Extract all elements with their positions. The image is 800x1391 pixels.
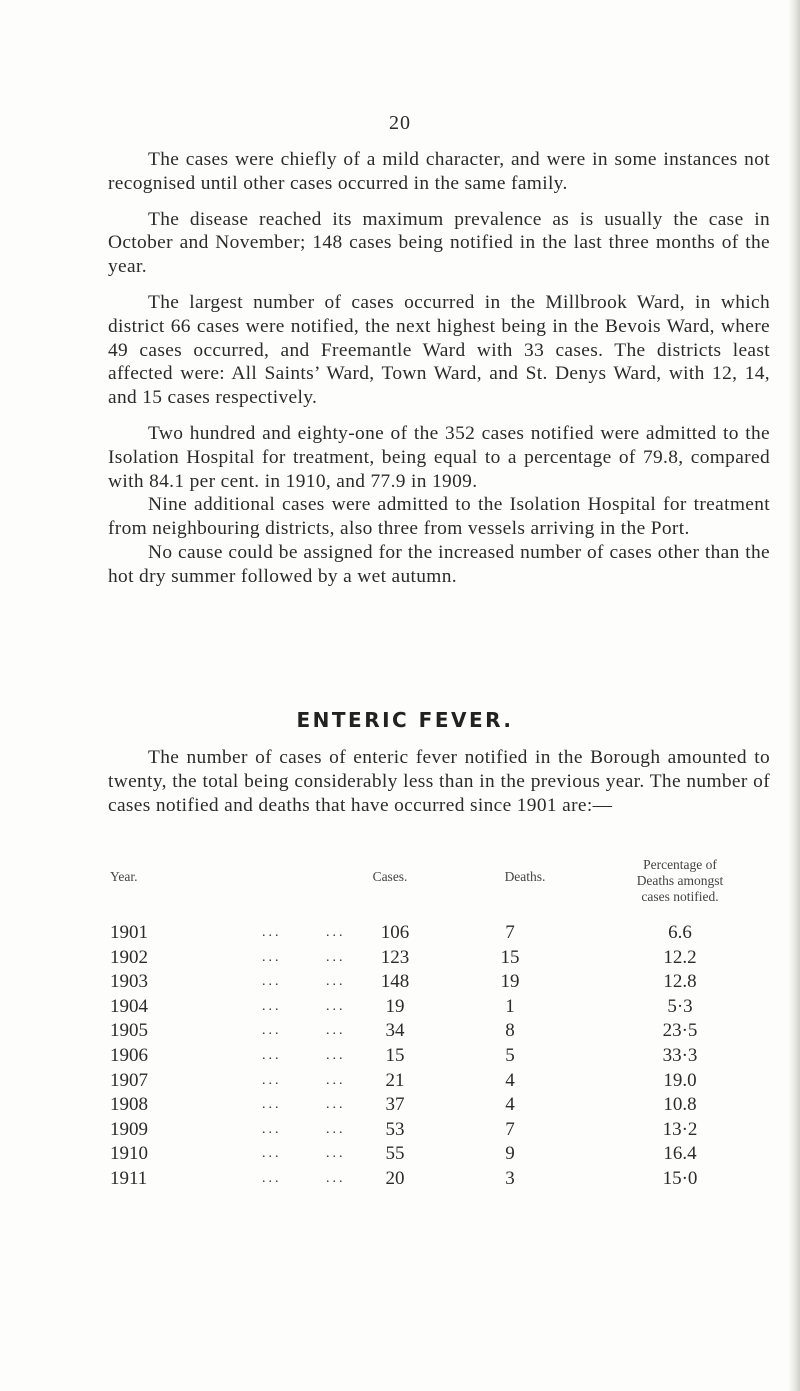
cell-deaths: 19	[500, 971, 520, 993]
cell-deaths: 4	[505, 1069, 515, 1091]
leader-dots: ...	[262, 1121, 282, 1137]
cell-deaths: 5	[505, 1044, 515, 1066]
leader-dots: ...	[262, 949, 282, 965]
cell-cases: 19	[385, 995, 405, 1017]
leader-dots: ...	[326, 949, 346, 965]
cell-deaths: 8	[505, 1020, 515, 1042]
cell-year: 1902	[110, 946, 148, 968]
cell-percentage: 12.2	[663, 946, 697, 968]
cell-deaths: 7	[505, 1118, 515, 1140]
page-edge-shadow	[788, 0, 800, 1391]
leader-dots: ...	[262, 1072, 282, 1088]
cell-percentage: 12.8	[663, 971, 697, 993]
leader-dots: ...	[262, 1047, 282, 1063]
table-row	[0, 1143, 800, 1168]
cell-year: 1908	[110, 1094, 148, 1116]
cell-percentage: 16.4	[663, 1143, 697, 1165]
leader-dots: ...	[326, 998, 346, 1014]
enteric-fever-table	[0, 922, 800, 1193]
cell-percentage: 15·0	[662, 1167, 698, 1189]
cell-year: 1911	[110, 1167, 148, 1189]
leader-dots: ...	[262, 1170, 282, 1186]
column-header-cases: Cases.	[372, 869, 408, 884]
cell-deaths: 9	[505, 1143, 515, 1165]
section-heading: ENTERIC FEVER.	[296, 708, 514, 732]
cell-year: 1904	[110, 995, 148, 1017]
leader-dots: ...	[262, 1146, 282, 1162]
cell-year: 1901	[110, 922, 148, 943]
cell-deaths: 15	[500, 946, 520, 968]
cell-cases: 37	[385, 1094, 405, 1116]
table-row	[0, 1094, 800, 1119]
paragraph: The disease reached its maximum prevalence as is usually the case in October and November; 148 cases being notified in the last three months of the year.	[108, 208, 770, 278]
table-row	[0, 1045, 800, 1070]
cell-cases: 20	[385, 1167, 405, 1189]
page-number: 20	[389, 112, 411, 134]
cell-deaths: 7	[505, 922, 515, 943]
leader-dots: ...	[262, 1023, 282, 1039]
cell-percentage: 6.6	[668, 922, 692, 943]
table-row	[0, 947, 800, 972]
header-line: cases notified.	[641, 889, 719, 904]
leader-dots: ...	[326, 1097, 346, 1113]
leader-dots: ...	[262, 925, 282, 940]
column-header-year: Year.	[110, 869, 138, 884]
cell-year: 1907	[110, 1069, 148, 1091]
cell-percentage: 10.8	[663, 1094, 697, 1116]
cell-percentage: 5·3	[667, 995, 693, 1017]
leader-dots: ...	[326, 1170, 346, 1186]
paragraph: No cause could be assigned for the increased number of cases other than the hot dry summer followed by a wet autumn.	[108, 541, 770, 587]
table-row	[0, 1168, 800, 1193]
cell-cases: 106	[380, 922, 410, 943]
leader-dots: ...	[262, 998, 282, 1014]
table-row	[0, 1070, 800, 1095]
cell-cases: 34	[385, 1020, 405, 1042]
paragraph: Two hundred and eighty-one of the 352 cases notified were admitted to the Isolation Hospital for treatment, being equal to a percentage of 79.8, compared with 84.1 per cent. in 1910, and 77.9 in 1909.	[108, 422, 770, 492]
column-header-percentage	[580, 857, 780, 905]
paragraph: The cases were chiefly of a mild character, and were in some instances not recognised until other cases occurred in the same family.	[108, 149, 770, 194]
leader-dots: ...	[326, 1072, 346, 1088]
leader-dots: ...	[326, 974, 346, 990]
intro-text	[108, 746, 770, 817]
body-text	[108, 148, 770, 589]
cell-percentage: 33·3	[662, 1044, 698, 1066]
cell-deaths: 1	[505, 995, 515, 1017]
leader-dots: ...	[326, 1047, 346, 1063]
table-row	[0, 1020, 800, 1045]
cell-cases: 15	[385, 1044, 405, 1066]
header-line: Deaths amongst	[636, 873, 724, 888]
table-row	[0, 971, 800, 996]
cell-year: 1906	[110, 1044, 148, 1066]
cell-year: 1910	[110, 1143, 148, 1165]
cell-year: 1905	[110, 1020, 148, 1042]
leader-dots: ...	[326, 1023, 346, 1039]
cell-percentage: 13·2	[662, 1118, 698, 1140]
leader-dots: ...	[262, 974, 282, 990]
leader-dots: ...	[326, 1146, 346, 1162]
leader-dots: ...	[262, 1097, 282, 1113]
cell-year: 1903	[110, 971, 148, 993]
cell-cases: 123	[380, 946, 410, 968]
column-header-deaths: Deaths.	[504, 869, 546, 884]
cell-deaths: 3	[505, 1167, 515, 1189]
intro-paragraph: The number of cases of enteric fever notified in the Borough amounted to twenty, the total being considerably less than in the previous year. The number of cases notified and deaths that have occurred since 1901 are:—	[108, 747, 770, 816]
paragraph: Nine additional cases were admitted to the Isolation Hospital for treatment from neighbouring districts, also three from vessels arriving in the Port.	[108, 494, 770, 540]
cell-cases: 55	[385, 1143, 405, 1165]
paragraph: The largest number of cases occurred in the Millbrook Ward, in which district 66 cases were notified, the next highest being in the Bevois Ward, where 49 cases occurred, and Freemantle Ward with 33 cases. The districts least affected were: All Saints’ Ward, Town Ward, and St. Denys Ward, with 12, 14, and 15 cases respectively.	[108, 291, 770, 409]
cell-cases: 21	[385, 1069, 405, 1091]
leader-dots: ...	[326, 1121, 346, 1137]
cell-cases: 53	[385, 1118, 405, 1140]
table-header	[0, 857, 800, 917]
cell-year: 1909	[110, 1118, 148, 1140]
cell-percentage: 19.0	[663, 1069, 697, 1091]
cell-deaths: 4	[505, 1094, 515, 1116]
table-row	[0, 996, 800, 1021]
table-row	[0, 922, 800, 947]
cell-cases: 148	[380, 971, 410, 993]
leader-dots: ...	[326, 925, 346, 940]
table-row	[0, 1119, 800, 1144]
header-line: Percentage of	[643, 857, 717, 872]
cell-percentage: 23·5	[662, 1020, 698, 1042]
